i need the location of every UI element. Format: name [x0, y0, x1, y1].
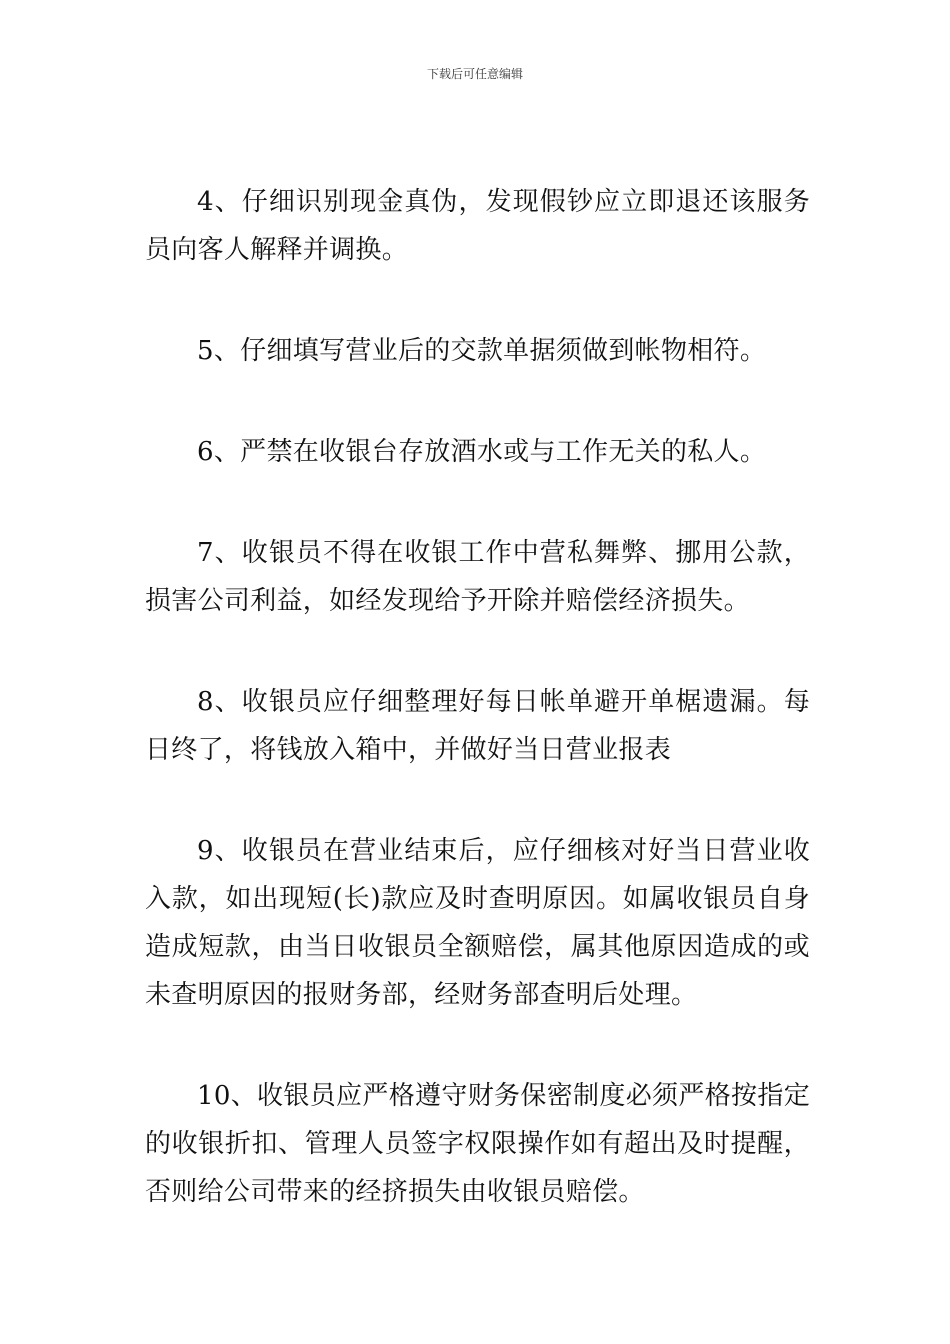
rule-paragraph-5: 5、仔细填写营业后的交款单据须做到帐物相符。: [197, 336, 767, 366]
rule-paragraph-8: 8、收银员应仔细整理好每日帐单避开单椐遗漏。每日终了，将钱放入箱中，并做好当日营业报表: [145, 687, 810, 765]
rule-paragraph-6: 6、严禁在收银台存放酒水或与工作无关的私人。: [197, 437, 767, 467]
rule-paragraph-9: 9、收银员在营业结束后，应仔细核对好当日营业收入款，如出现短(长)款应及时查明原因。如属收银员自身造成短款，由当日收银员全额赔偿，属其他原因造成的或未查明原因的报财务部，经财务部查明后处理。: [145, 836, 810, 1010]
rule-paragraph-10: 10、收银员应严格遵守财务保密制度必须严格按指定的收银折扣、管理人员签字权限操作如有超出及时提醒，否则给公司带来的经挤损失由收银员赔偿。: [145, 1081, 810, 1207]
rule-paragraph-4: 4、仔细识别现金真伪，发现假钞应立即退还该服务员向客人解释并调换。: [145, 187, 810, 265]
rule-paragraph-7: 7、收银员不得在收银工作中营私舞弊、挪用公款，损害公司利益，如经发现给予开除并赔偿经济损失。: [145, 538, 810, 616]
document-body: [145, 178, 810, 1269]
page-header: 下载后可任意编辑: [426, 67, 523, 81]
